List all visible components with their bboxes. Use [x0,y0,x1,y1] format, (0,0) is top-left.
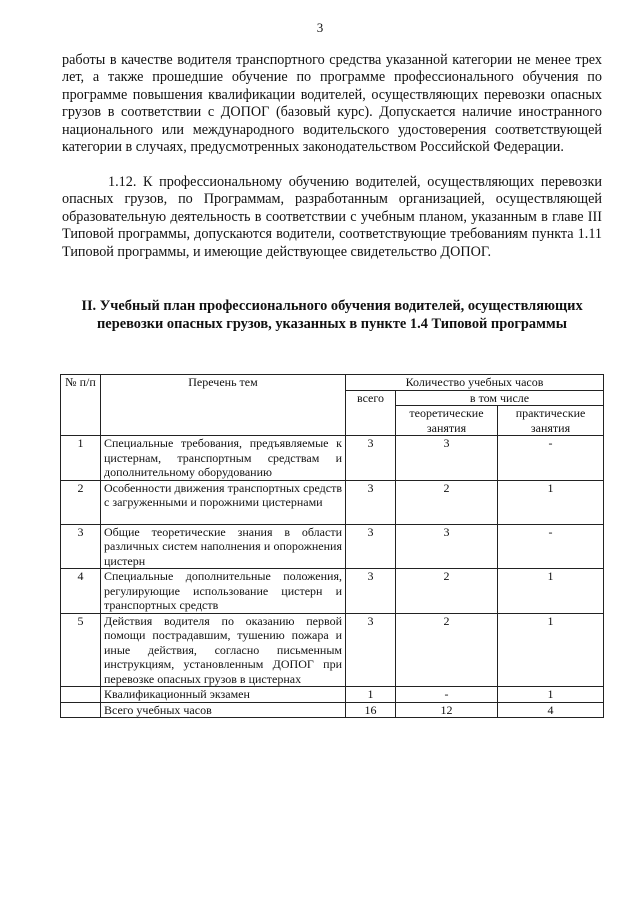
row-num: 2 [61,480,101,524]
exam-label: Квалификационный экзамен [101,687,346,703]
row-num: 3 [61,524,101,569]
paragraph-2-text: 1.12. К профессиональному обучению водителей, осуществляющих перевозки опасных грузов, по Программам, разработанным организацией, осуществляющей образовательную деятельность в соответствии с учебным планом, указанным в главе III Типовой программы, допускаются водители, соответствующие требованиям пункта 1.11 Типовой программы, и имеющие действующее свидетельство ДОПОГ. [62,174,602,260]
row-topic: Специальные дополнительные положения, регулирующие использование цистерн и транспортных средств [101,569,346,614]
total-num-cell [61,702,101,718]
row-total: 3 [346,480,396,524]
row-practice: - [498,524,604,569]
paragraph-2 [62,174,602,261]
row-num: 1 [61,436,101,481]
table-row [61,436,604,481]
section-title: II. Учебный план профессионального обучения водителей, осуществляющих перевозки опасных грузов, указанных в пункте 1.4 Типовой программы [81,298,583,332]
paragraph-1: работы в качестве водителя транспортного средства указанной категории не менее трех лет, а также прошедшие обучение по программе профессионального обучения по программе повышения квалификации водителей, осуществляющих перевозки опасных грузов в соответствии с ДОПОГ (базовый курс). Допускается наличие иностранного национального или международного водительского удостоверения соответствующей категории в случаях, предусмотренных законодательством Российской Федерации. [62,52,602,156]
header-topics: Перечень тем [101,375,346,436]
header-practice: практические занятия [498,406,604,436]
row-total: 3 [346,436,396,481]
row-topic: Особенности движения транспортных средств с загруженными и порожними цистернами [101,480,346,524]
header-hours: Количество учебных часов [346,375,604,391]
table-row [61,524,604,569]
header-total: всего [346,390,396,436]
exam-num-cell [61,687,101,703]
table-row [61,569,604,614]
row-total: 3 [346,613,396,687]
table-header-row [61,375,604,391]
total-total: 16 [346,702,396,718]
total-practice: 4 [498,702,604,718]
row-theory: 3 [396,436,498,481]
row-theory: 2 [396,569,498,614]
exam-theory: - [396,687,498,703]
row-theory: 2 [396,480,498,524]
header-theory: теоретические занятия [396,406,498,436]
row-num: 4 [61,569,101,614]
row-total: 3 [346,569,396,614]
row-num: 5 [61,613,101,687]
row-topic: Специальные требования, предъявляемые к цистернам, транспортным средствам и дополнительному оборудованию [101,436,346,481]
row-theory: 2 [396,613,498,687]
table-row [61,613,604,687]
row-total: 3 [346,524,396,569]
row-topic: Действия водителя по оказанию первой помощи пострадавшим, тушению пожара и иные действия, согласно письменным инструкциям, установленным ДОПОГ при перевозке опасных грузов в цистернах [101,613,346,687]
total-row [61,702,604,718]
exam-row [61,687,604,703]
row-practice: 1 [498,480,604,524]
exam-practice: 1 [498,687,604,703]
row-practice: 1 [498,569,604,614]
page-number: 3 [316,20,324,35]
table-row [61,480,604,524]
header-num: № п/п [61,375,101,436]
row-topic: Общие теоретические знания в области различных систем наполнения и опорожнения цистерн [101,524,346,569]
total-label: Всего учебных часов [101,702,346,718]
row-theory: 3 [396,524,498,569]
header-including: в том числе [396,390,604,406]
exam-total: 1 [346,687,396,703]
curriculum-table [60,374,604,718]
total-theory: 12 [396,702,498,718]
row-practice: 1 [498,613,604,687]
row-practice: - [498,436,604,481]
